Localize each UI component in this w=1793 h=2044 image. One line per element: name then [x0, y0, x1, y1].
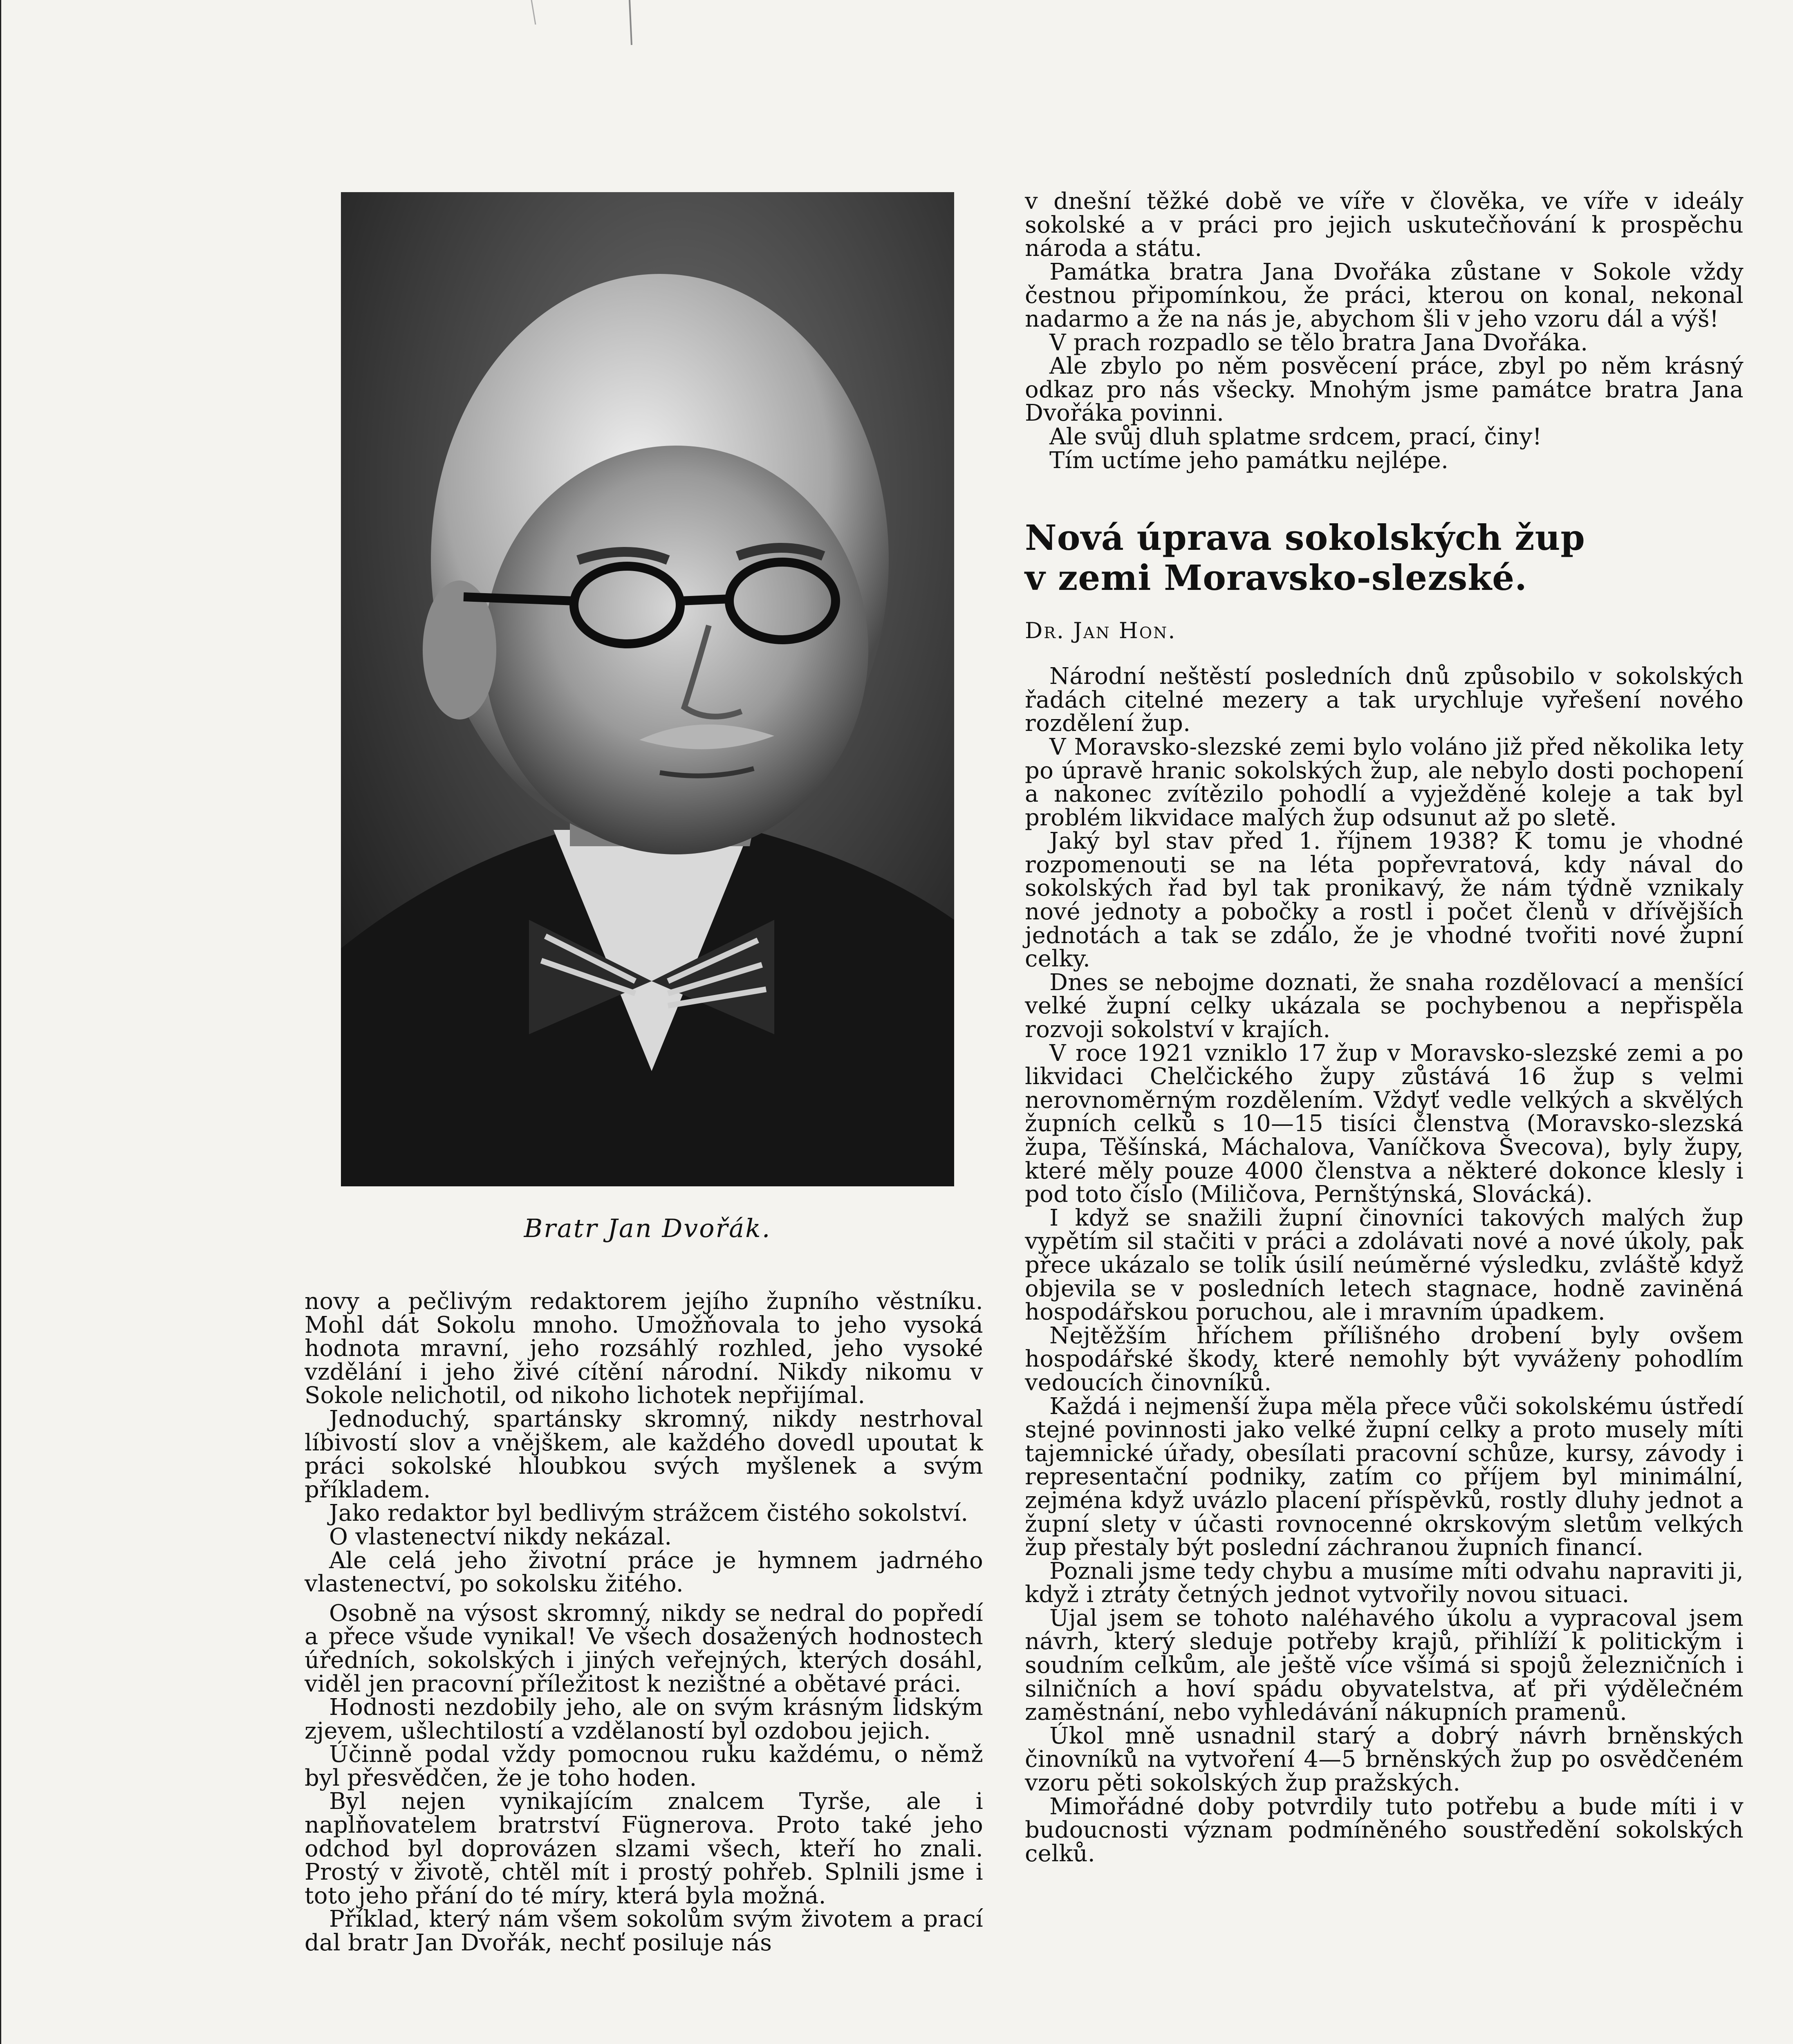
paragraph: Jednoduchý, spartánsky skromný, nikdy nestrhoval líbivostí slov a vnějškem, ale každého dovedl upoutat k práci sokolské hloubkou svých myšlenek a svým příkladem.: [305, 1405, 983, 1503]
paragraph: Příklad, který nám všem sokolům svým životem a prací dal bratr Jan Dvořák, nechť posiluje nás: [305, 1906, 983, 1957]
paragraph: Každá i nejmenší župa měla přece vůči sokolskému ústředí stejné povinnosti jako velké župní celky a proto musely míti tajemnické úřady, obesílati pracovní schůze, kursy, závody i representační podniky, zatím co příjem byl minimální, zejména když uvázlo placení příspěvků, rostly dluhy jednot a župní slety v účasti rovnocenné okrskovým sletům velkých žup přestaly být poslední záchranou župních financí.: [1025, 1393, 1744, 1561]
paragraph: V prach rozpadlo se tělo bratra Jana Dvořáka.: [1049, 329, 1588, 356]
paragraph: v dnešní těžké době ve víře v člověka, ve víře v ideály sokolské a v práci pro jejich uskutečňování k prospěchu národa a státu.: [1025, 188, 1744, 262]
paragraph: Ujal jsem se tohoto naléhavého úkolu a vypracoval jsem návrh, který sleduje potřeby krajů, přihlíží k politickým i soudním celkům, ale ještě více všímá si spojů železničních i silničních a hoví spádu obyvatelstva, ať při výdělečném zaměstnání, nebo vyhledávání nákupních pramenů.: [1025, 1605, 1744, 1726]
paragraph: Byl nejen vynikajícím znalcem Tyrše, ale i naplňovatelem bratrství Fügnerova. Proto také jeho odchod byl doprovázen slzami všech, kteří ho znali. Prostý v životě, chtěl mít i prostý pohřeb. Splnili jsme i toto jeho přání do té míry, která byla možná.: [305, 1788, 983, 1909]
article-title-line: Nová úprava sokolských žup: [1025, 518, 1585, 559]
paragraph: Dnes se nebojme doznati, že snaha rozdělovací a menšící velké župní celky ukázala se pochybenou a nepřispěla rozvoji sokolství v krajích.: [1025, 969, 1744, 1043]
paragraph: novy a pečlivým redaktorem jejího župního věstníku. Mohl dát Sokolu mnoho. Umožňovala to jeho vysoká hodnota mravní, jeho rozsáhlý rozhled, jeho vysoké vzdělání i jeho živé cítění národní. Nikdy nikomu v Sokole nelichotil, od nikoho lichotek nepřijímal.: [305, 1288, 983, 1409]
paragraph: O vlastenectví nikdy nekázal.: [329, 1523, 672, 1550]
article-title: [1025, 518, 1744, 598]
paragraph: Nejtěžším hříchem přílišného drobení byly ovšem hospodářské škody, které nemohly být vyváženy pohodlím vedoucích činovníků.: [1025, 1322, 1744, 1396]
paragraph: Jaký byl stav před 1. říjnem 1938? K tomu je vhodné rozpomenouti se na léta popřevratová, kdy nával do sokolských řad byl tak pronikavý, že nám týdně vznikaly nové jednoty a pobočky a rostl i počet členů v dřívějších jednotách a tak se zdálo, že je vhodné tvořiti nové župní celky.: [1025, 828, 1744, 973]
paragraph: Mimořádné doby potvrdily tuto potřebu a bude míti i v budoucnosti význam podmíněného soustředění sokolských celků.: [1025, 1793, 1744, 1867]
portrait-illustration: [341, 192, 954, 1186]
paragraph: Osobně na výsost skromný, nikdy se nedral do popředí a přece všude vynikal! Ve všech dosažených hodnostech úředních, sokolských i jiných veřejných, kterých dosáhl, viděl jen pracovní příležitost k nezištné a obětavé práci.: [305, 1600, 983, 1697]
paragraph: I když se snažili župní činovníci takových malých žup vypětím sil stačiti v práci a zdolávati nové a nové úkoly, pak přece ukázalo se tolik úsilí neúměrné výsledku, zvláště když objevila se v posledních letech stagnace, hodně zaviněná hospodářskou poruchou, ale i mravním úpadkem.: [1025, 1204, 1744, 1326]
paragraph: Ale svůj dluh splatme srdcem, prací, činy!: [1049, 423, 1542, 450]
photo-caption: Bratr Jan Dvořák.: [524, 1213, 771, 1243]
paragraph: Národní neštěstí posledních dnů způsobilo v sokolských řadách citelné mezery a tak urychluje vyřešení nového rozdělení žup.: [1025, 663, 1744, 737]
paragraph: Úkol mně usnadnil starý a dobrý návrh brněnských činovníků na vytvoření 4—5 brněnských žup po osvědčeném vzoru pěti sokolských žup pražských.: [1025, 1722, 1744, 1797]
article-title-line: v zemi Moravsko-slezské.: [1025, 558, 1527, 599]
paragraph: Památka bratra Jana Dvořáka zůstane v Sokole vždy čestnou připomínkou, že práci, kterou on konal, nekonal nadarmo a že na nás je, abychom šli v jeho vzoru dál a výš!: [1025, 258, 1744, 332]
paragraph: Účinně podal vždy pomocnou ruku každému, o němž byl přesvědčen, že je toho hoden.: [305, 1741, 983, 1791]
paragraph: Poznali jsme tedy chybu a musíme míti odvahu napraviti ji, když i ztráty četných jednot vytvořily novou situaci.: [1025, 1558, 1744, 1608]
paragraph: Jako redaktor byl bedlivým strážcem čistého sokolství.: [329, 1500, 968, 1527]
paragraph: Ale zbylo po něm posvěcení práce, zbyl po něm krásný odkaz pro nás všecky. Mnohým jsme památce bratra Jana Dvořáka povinni.: [1025, 353, 1744, 427]
portrait-photo: [341, 192, 954, 1186]
paragraph: Ale celá jeho životní práce je hymnem jadrného vlastenectví, po sokolsku žitého.: [305, 1547, 983, 1598]
paragraph: Tím uctíme jeho památku nejlépe.: [1049, 447, 1449, 474]
article-byline: Dr. Jan Hon.: [1025, 618, 1177, 644]
paragraph: Hodnosti nezdobily jeho, ale on svým krásným lidským zjevem, ušlechtilostí a vzdělaností byl ozdobou jejich.: [305, 1694, 983, 1744]
right-column: [1025, 190, 1744, 1865]
paragraph: V roce 1921 vzniklo 17 žup v Moravsko-slezské zemi a po likvidaci Chelčického župy zůstává 16 žup s velmi nerovnoměrným rozdělením. Vždyť vedle velkých a skvělých župních celků s 10—15 tisíci členstva (Moravsko-slezská župa, Těšínská, Máchalova, Vaníčkova Švecova), byly župy, které měly pouze 4000 členstva a některé dokonce klesly i pod toto číslo (Miličova, Pernštýnská, Slovácká).: [1025, 1040, 1744, 1208]
left-column: [305, 1290, 983, 1955]
paragraph: V Moravsko-slezské zemi bylo voláno již před několika lety po úpravě hranic sokolských žup, ale nebylo dosti pochopení a nakonec zvítězilo pohodlí a vyježděné koleje a tak byl problém likvidace malých žup odsunut až po sletě.: [1025, 733, 1744, 831]
